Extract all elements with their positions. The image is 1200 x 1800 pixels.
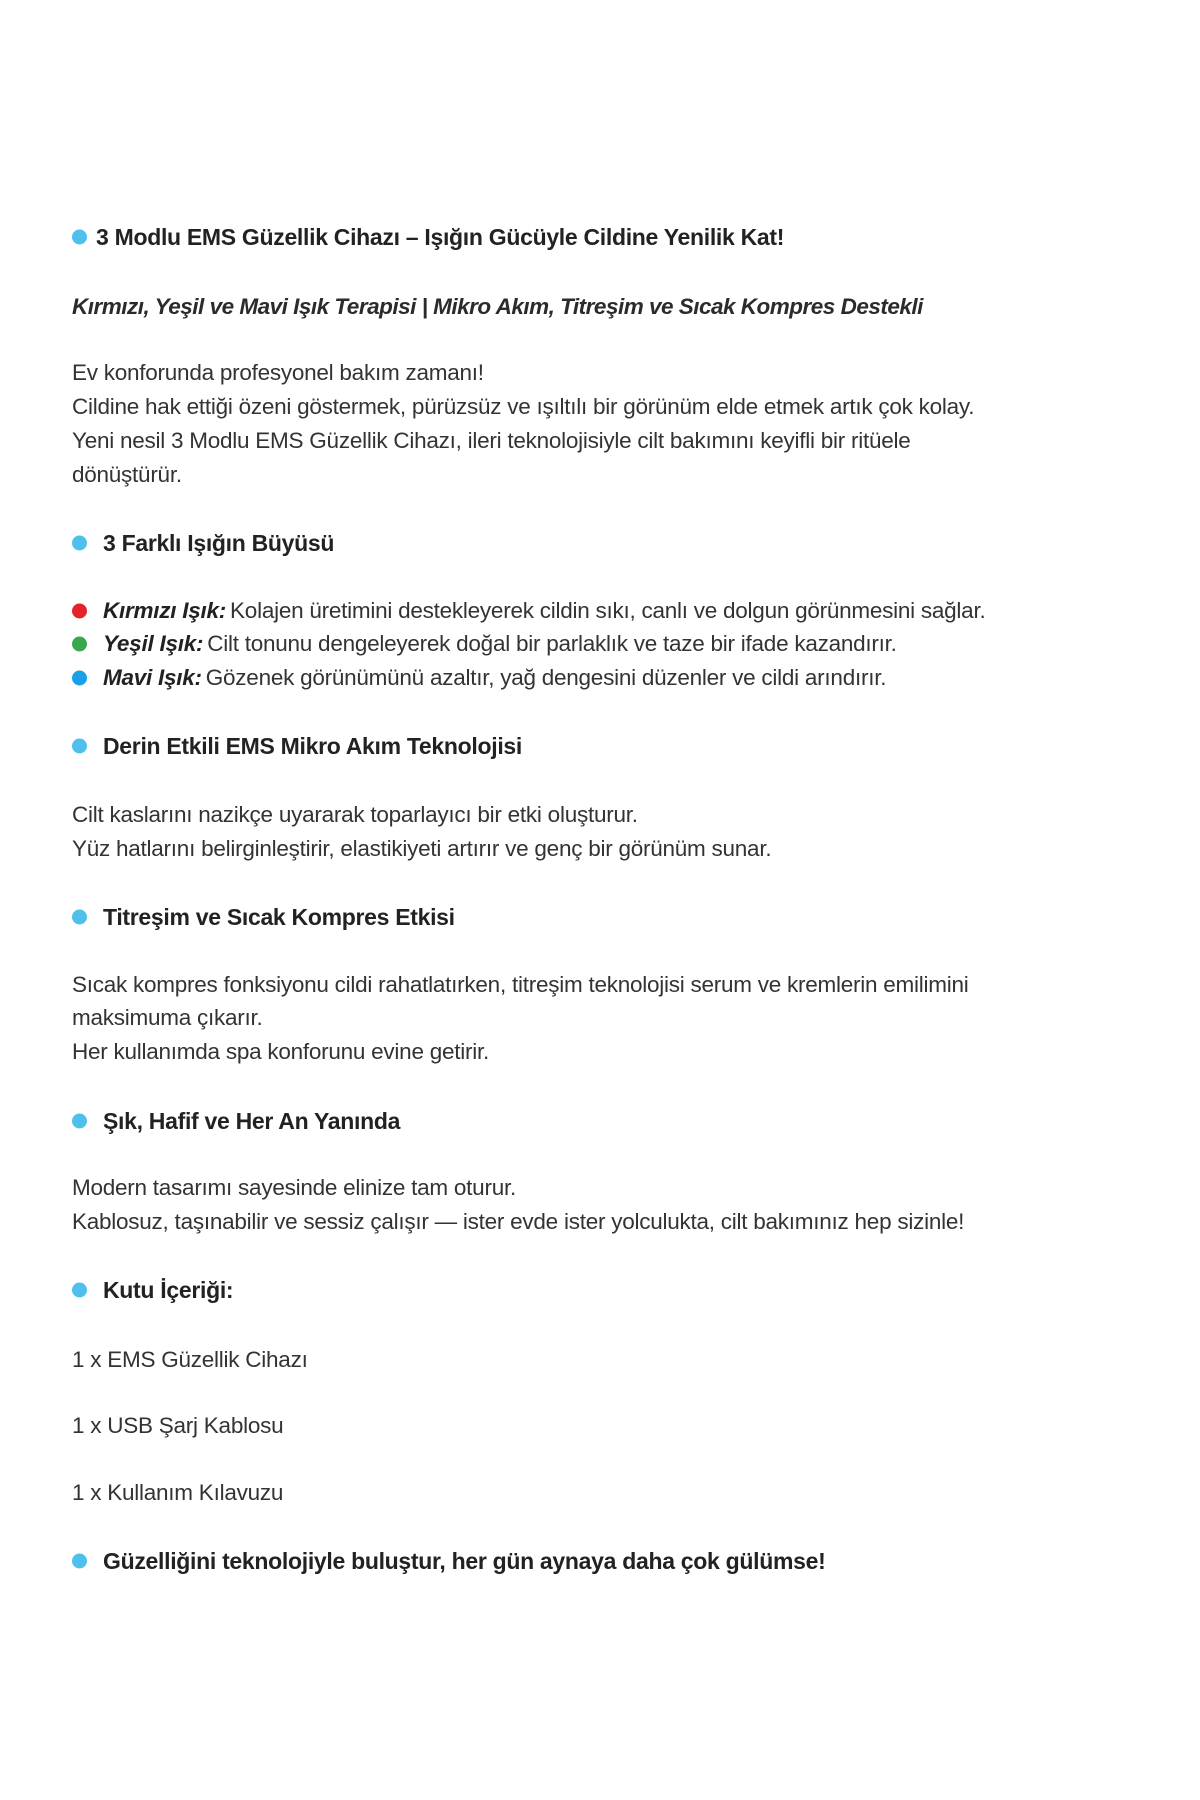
title-text: 3 Modlu EMS Güzellik Cihazı – Işığın Gücüyle Cildine Yenilik Kat!	[96, 224, 785, 250]
bullet-dot-icon	[72, 536, 87, 551]
box-item: 1 x USB Şarj Kablosu	[72, 1413, 284, 1438]
section-heading-vibration: Titreşim ve Sıcak Kompres Etkisi	[72, 902, 424, 932]
ems-line: Yüz hatlarını belirginleştirir, elastikiyeti artırır ve genç bir görünüm sunar.	[72, 836, 772, 861]
box-item: 1 x Kullanım Kılavuzu	[72, 1480, 284, 1505]
intro-line: dönüştürür.	[72, 462, 182, 487]
red-dot-icon	[72, 604, 87, 619]
light-item-green	[72, 629, 897, 659]
light-label: Yeşil Işık:	[103, 631, 204, 656]
vibration-line: maksimuma çıkarır.	[72, 1005, 263, 1030]
section-heading-design: Şık, Hafif ve Her An Yanında	[72, 1106, 369, 1136]
bullet-dot-icon	[72, 910, 87, 925]
vibration-line: Her kullanımda spa konforunu evine getirir.	[72, 1039, 489, 1064]
bullet-dot-icon	[72, 230, 87, 245]
intro-line: Yeni nesil 3 Modlu EMS Güzellik Cihazı, ileri teknolojisiyle cilt bakımını keyifli bir ritüele	[72, 428, 911, 453]
section-heading-box: Kutu İçeriği:	[72, 1275, 202, 1305]
intro-line: Ev konforunda profesyonel bakım zamanı!	[72, 360, 484, 385]
light-description: Gözenek görünümünü azaltır, yağ dengesini düzenler ve cildi arındırır.	[205, 665, 887, 690]
vibration-line: Sıcak kompres fonksiyonu cildi rahatlatırken, titreşim teknolojisi serum ve kremlerin emilimini	[72, 972, 969, 997]
light-item-blue	[72, 663, 886, 693]
blue-dot-icon	[72, 671, 87, 686]
bullet-dot-icon	[72, 1114, 87, 1129]
section-heading-ems: Derin Etkili EMS Mikro Akım Teknolojisi	[72, 731, 491, 761]
design-line: Modern tasarımı sayesinde elinize tam oturur.	[72, 1175, 516, 1200]
closing-line: Güzelliğini teknolojiyle buluştur, her gün aynaya daha çok gülümse!	[72, 1546, 794, 1576]
intro-line: Cildine hak ettiği özeni göstermek, pürüzsüz ve ışıltılı bir görünüm elde etmek artık çok kolay.	[72, 394, 975, 419]
light-label: Mavi Işık:	[103, 665, 202, 690]
bullet-dot-icon	[72, 1554, 87, 1569]
ems-line: Cilt kaslarını nazikçe uyararak toparlayıcı bir etki oluşturur.	[72, 802, 638, 827]
design-line: Kablosuz, taşınabilir ve sessiz çalışır — ister evde ister yolculukta, cilt bakımınız hep sizinle!	[72, 1209, 965, 1234]
light-description: Kolajen üretimini destekleyerek cildin sıkı, canlı ve dolgun görünmesini sağlar.	[230, 598, 986, 623]
section-heading-lights: 3 Farklı Işığın Büyüsü	[72, 528, 303, 558]
bullet-dot-icon	[72, 1283, 87, 1298]
box-item: 1 x EMS Güzellik Cihazı	[72, 1347, 308, 1372]
light-item-red	[72, 596, 985, 626]
product-title	[72, 222, 785, 252]
product-subtitle: Kırmızı, Yeşil ve Mavi Işık Terapisi | Mikro Akım, Titreşim ve Sıcak Kompres Destekli	[72, 294, 923, 319]
bullet-dot-icon	[72, 739, 87, 754]
green-dot-icon	[72, 637, 87, 652]
light-label: Kırmızı Işık:	[103, 598, 227, 623]
light-description: Cilt tonunu dengeleyerek doğal bir parlaklık ve taze bir ifade kazandırır.	[207, 631, 897, 656]
